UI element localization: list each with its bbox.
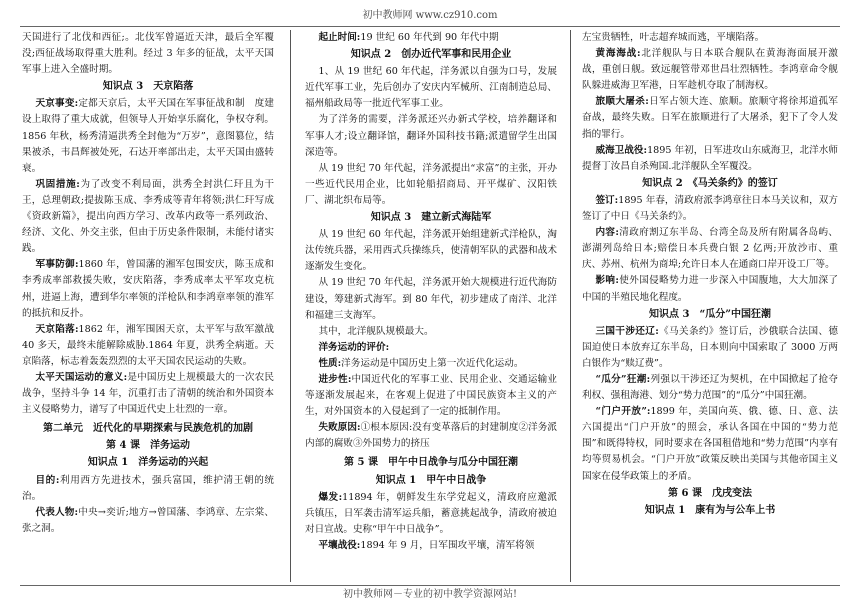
paragraph-text: 第二单元 近代化的早期探索与民族危机的加剧 bbox=[43, 423, 253, 435]
term-label: 三国干涉还辽: bbox=[595, 325, 659, 337]
paragraph-text: 清政府割辽东半岛、台湾全岛及所有附属各岛屿、澎湖列岛给日本;赔偿日本兵费白银 2 亿两;开放沙市、重庆、苏州、杭州为商埠;允许日本人在通商口岸开设工厂等。 bbox=[582, 227, 838, 271]
paragraph bbox=[305, 538, 557, 554]
paragraph bbox=[22, 30, 274, 78]
term-label: 爆发: bbox=[318, 491, 343, 503]
term-label: 太平天国运动的意义: bbox=[35, 371, 128, 383]
term-label: “门户开放”: bbox=[595, 406, 651, 418]
term-label: 天京事变: bbox=[35, 98, 79, 110]
term-label: 威海卫战役: bbox=[595, 144, 648, 156]
paragraph-text: 其中，北洋舰队规模最大。 bbox=[318, 325, 434, 337]
section-heading bbox=[22, 79, 274, 95]
paragraph-text: 知识点 3 建立新式海陆军 bbox=[370, 212, 492, 224]
term-label: 内容: bbox=[595, 227, 619, 239]
section-heading bbox=[305, 473, 557, 489]
paragraph-text: 北洋舰队与日本联合舰队在黄海海面展开激战，重创日舰。致远舰管带邓世昌壮烈牺牲。李鸿章命令舰队躲进威海卫军港，日军趁机夺取了制海权。 bbox=[582, 48, 838, 92]
paragraph bbox=[305, 420, 557, 452]
paragraph-text: 中央→奕䜣;地方→曾国藩、李鸿章、左宗棠、张之洞。 bbox=[22, 506, 274, 534]
paragraph-text: 中国近代化的军事工业、民用企业、交通运输业等逐渐发展起来，在客观上促进了中国民族资本主义的产生，对外国资本的入侵起到了一定的抵制作用。 bbox=[305, 373, 557, 418]
section-heading bbox=[582, 503, 838, 519]
paragraph-text: 为了改变不利局面，洪秀全封洪仁玕且为干王，总理朝政;提拔陈玉成、李秀成等青年将领;洪仁玕写成《资政新篇》，提出向西方学习、改革内政等一系列政治、经济、文化、外交主张，但由于历史条件限制，未能付诸实践。 bbox=[22, 178, 274, 255]
paragraph bbox=[582, 46, 838, 94]
column-2 bbox=[305, 30, 557, 582]
paragraph-text: 日军占领大连、旅顺。旅顺守将徐邦道孤军奋战，最终失败。日军在旅顺进行了大屠杀，犯下了令人发指的罪行。 bbox=[582, 96, 838, 140]
paragraph bbox=[305, 340, 557, 356]
paragraph-text: 列强以干涉还辽为契机，在中国掀起了抢夺利权、强租海港、划分“势力范围”的“瓜分”中国狂潮。 bbox=[582, 373, 838, 402]
paragraph-text: 11894 年，朝鲜发生东学党起义，清政府应邀派兵镇压，日军袭击清军运兵船，蓄意挑起战争，清政府被迫对日宣战。史称“甲午中日战争”。 bbox=[305, 491, 557, 535]
paragraph bbox=[582, 143, 838, 175]
paragraph-text: 从 19 世纪 70 年代起，洋务派提出“求富”的主张，开办一些近代民用企业，比如轮船招商局、开平煤矿、汉阳铁厂、湖北织布局等。 bbox=[305, 162, 557, 206]
paragraph-text: 为了洋务的需要，洋务派还兴办新式学校，培养翻译和军事人才;设立翻译馆，翻译外国科技书籍;派遣留学生出国深造等。 bbox=[305, 114, 557, 158]
paragraph bbox=[305, 275, 557, 323]
term-label: 天京陷落: bbox=[35, 323, 79, 335]
paragraph bbox=[582, 404, 838, 484]
paragraph-text: 是中国历史上规模最大的一次农民战争，坚持斗争 14 年，沉重打击了清朝的统治和外国资本主义侵略势力，谱写了中国近代史上壮烈的一章。 bbox=[22, 371, 274, 416]
paragraph-text: 天国进行了北伐和西征;。北伐军曾逼近天津，最后全军覆没;西征战场取得重大胜利。经过 3 年多的征战，太平天国军事上进入全盛时期。 bbox=[22, 32, 274, 76]
term-label: 巩固措施: bbox=[35, 178, 80, 190]
term-label: 签订: bbox=[595, 194, 619, 206]
paragraph-text: 知识点 1 甲午中日战争 bbox=[375, 474, 487, 486]
paragraph bbox=[22, 177, 274, 257]
paragraph bbox=[305, 227, 557, 275]
term-label: 目的: bbox=[35, 474, 60, 486]
paragraph bbox=[305, 356, 557, 372]
page-header: 初中教师网 www.cz910.com bbox=[20, 6, 840, 27]
paragraph-text: 19 世纪 60 年代到 90 年代中期 bbox=[360, 32, 499, 43]
paragraph bbox=[582, 324, 838, 372]
paragraph-text: 第 4 课 洋务运动 bbox=[106, 440, 190, 452]
term-label: 代表人物: bbox=[35, 506, 79, 518]
paragraph bbox=[22, 370, 274, 418]
paragraph bbox=[22, 505, 274, 537]
section-heading bbox=[582, 176, 838, 192]
column-divider bbox=[290, 30, 291, 582]
section-heading bbox=[582, 307, 838, 323]
section-heading bbox=[22, 455, 274, 471]
paragraph bbox=[305, 161, 557, 209]
paragraph-text: 知识点 2 创办近代军事和民用企业 bbox=[350, 49, 512, 61]
paragraph-text: 定都天京后，太平天国在军事征战和制 度建设上取得了重大成就，但领导人开始享乐腐化，争权夺利。1856 年秋，杨秀清逼洪秀全封他为“万岁”，意图篡位，结果被杀，韦昌辉被处死，石达开率部出走，太平天国由盛转衰。 bbox=[22, 98, 274, 174]
paragraph bbox=[305, 490, 557, 538]
section-heading bbox=[582, 486, 838, 502]
paragraph-text: 1899 年，美国向英、俄、德、日、意、法六国提出“门户开放”的照会，承认各国在中国的“势力范围”和既得特权，同时要求在各国租借地和“势力范围”内享有均等贸易机会。“门户开放”政策反映出美国与其他帝国主义国家在侵华政策上的矛盾。 bbox=[582, 406, 838, 482]
paragraph-text: 使外国侵略势力进一步深入中国腹地，大大加深了中国的半殖民地化程度。 bbox=[582, 275, 838, 303]
paragraph-text: 1895 年春，清政府派李鸿章往日本马关议和，双方签订了中日《马关条约》。 bbox=[582, 194, 838, 223]
paragraph bbox=[22, 473, 274, 505]
paragraph-text: 利用西方先进技术，强兵富国，维护清王朝的统治。 bbox=[22, 474, 274, 502]
column-divider bbox=[570, 30, 571, 582]
paragraph-text: 从 19 世纪 70 年代起，洋务派开始大规模进行近代海防建设，筹建新式海军。到 80 年代，初步建成了南洋、北洋和福建三支海军。 bbox=[305, 277, 557, 321]
paragraph bbox=[582, 193, 838, 225]
paragraph-text: 1862 年，湘军围困天京，太平军与敌军激战 40 多天，最终未能解除威胁.1864 年夏，洪秀全病逝。天京陷落，标志着轰轰烈烈的太平天国农民运动的失败。 bbox=[22, 323, 274, 367]
paragraph-text: 洋务运动是中国历史上第一次近代化运动。 bbox=[341, 357, 524, 369]
column-1 bbox=[22, 30, 274, 582]
term-label: 性质: bbox=[318, 357, 342, 369]
paragraph bbox=[305, 372, 557, 420]
paragraph bbox=[305, 324, 557, 340]
paragraph-text: 左宝贵牺牲，叶志超弃城而逃，平壤陷落。 bbox=[582, 32, 765, 43]
paragraph bbox=[22, 257, 274, 321]
paragraph-text: ①根本原因:没有变革落后的封建制度②洋务派内部的腐败③外国势力的挤压 bbox=[305, 422, 557, 450]
paragraph-text: 从 19 世纪 60 年代起，洋务派开始组建新式洋枪队，淘汰传统兵器，采用西式兵操练兵，使清朝军队的武器和战术逐渐发生变化。 bbox=[305, 229, 557, 273]
term-label: 黄海海战: bbox=[595, 48, 641, 60]
page-footer: 初中教师网－专业的初中教学资源网站! bbox=[20, 585, 840, 604]
paragraph-text: 第 6 课 戊戌变法 bbox=[668, 487, 752, 499]
paragraph-text: 1、从 19 世纪 60 年代起，洋务派以自强为口号，发展近代军事工业，先后创办了安庆内军械所、江南制造总局、福州船政局等一批近代军事工业。 bbox=[305, 66, 557, 110]
paragraph-text: 知识点 1 康有为与公车上书 bbox=[644, 504, 776, 516]
paragraph-text: 1895 年初，日军进攻山东威海卫，北洋水师提督丁汝昌自杀殉国.北洋舰队全军覆没。 bbox=[582, 144, 838, 172]
paragraph bbox=[22, 96, 274, 176]
paragraph-text: 1894 年 9 月，日军围攻平壤，清军将领 bbox=[360, 539, 535, 551]
term-label: 旅顺大屠杀: bbox=[595, 96, 649, 108]
term-label: 洋务运动的评价: bbox=[318, 341, 390, 353]
paragraph bbox=[22, 322, 274, 370]
paragraph-text: 《马关条约》签订后，沙俄联合法国、德国迫使日本放弃辽东半岛，日本则向中国索取了 3000 万两白银作为“赎辽费”。 bbox=[582, 325, 838, 369]
paragraph bbox=[305, 112, 557, 160]
paragraph-text: 知识点 3 “瓜分”中国狂潮 bbox=[649, 308, 771, 320]
column-3 bbox=[582, 30, 838, 582]
paragraph bbox=[582, 94, 838, 142]
unit-heading bbox=[305, 455, 557, 471]
term-label: 军事防御: bbox=[35, 259, 79, 271]
paragraph bbox=[305, 64, 557, 112]
term-label: 失败原因: bbox=[318, 422, 361, 434]
section-heading bbox=[305, 47, 557, 63]
section-heading bbox=[305, 210, 557, 226]
term-label: 起止时间: bbox=[318, 32, 361, 43]
term-label: “瓜分”狂潮: bbox=[595, 373, 651, 385]
paragraph-text: 1860 年，曾国藩的湘军包围安庆，陈玉成和李秀成率部救援失败，安庆陷落，李秀成率太平军攻克杭州，进逼上海，遭到华尔率领的洋枪队和李鸿章率领的淮军的抵抗和反扑。 bbox=[22, 259, 274, 319]
section-heading bbox=[22, 438, 274, 454]
paragraph bbox=[582, 225, 838, 273]
paragraph bbox=[582, 273, 838, 305]
unit-heading bbox=[22, 421, 274, 437]
paragraph-text: 第 5 课 甲午中日战争与瓜分中国狂潮 bbox=[344, 457, 518, 469]
paragraph-text: 知识点 3 天京陷落 bbox=[102, 81, 194, 93]
paragraph-text: 知识点 1 洋务运动的兴起 bbox=[87, 457, 209, 469]
paragraph bbox=[582, 30, 838, 46]
paragraph-text: 知识点 2 《马关条约》的签订 bbox=[642, 177, 778, 189]
paragraph bbox=[582, 372, 838, 404]
term-label: 平壤战役: bbox=[318, 539, 361, 551]
term-label: 进步性: bbox=[318, 373, 352, 385]
paragraph bbox=[305, 30, 557, 46]
term-label: 影响: bbox=[595, 275, 619, 287]
